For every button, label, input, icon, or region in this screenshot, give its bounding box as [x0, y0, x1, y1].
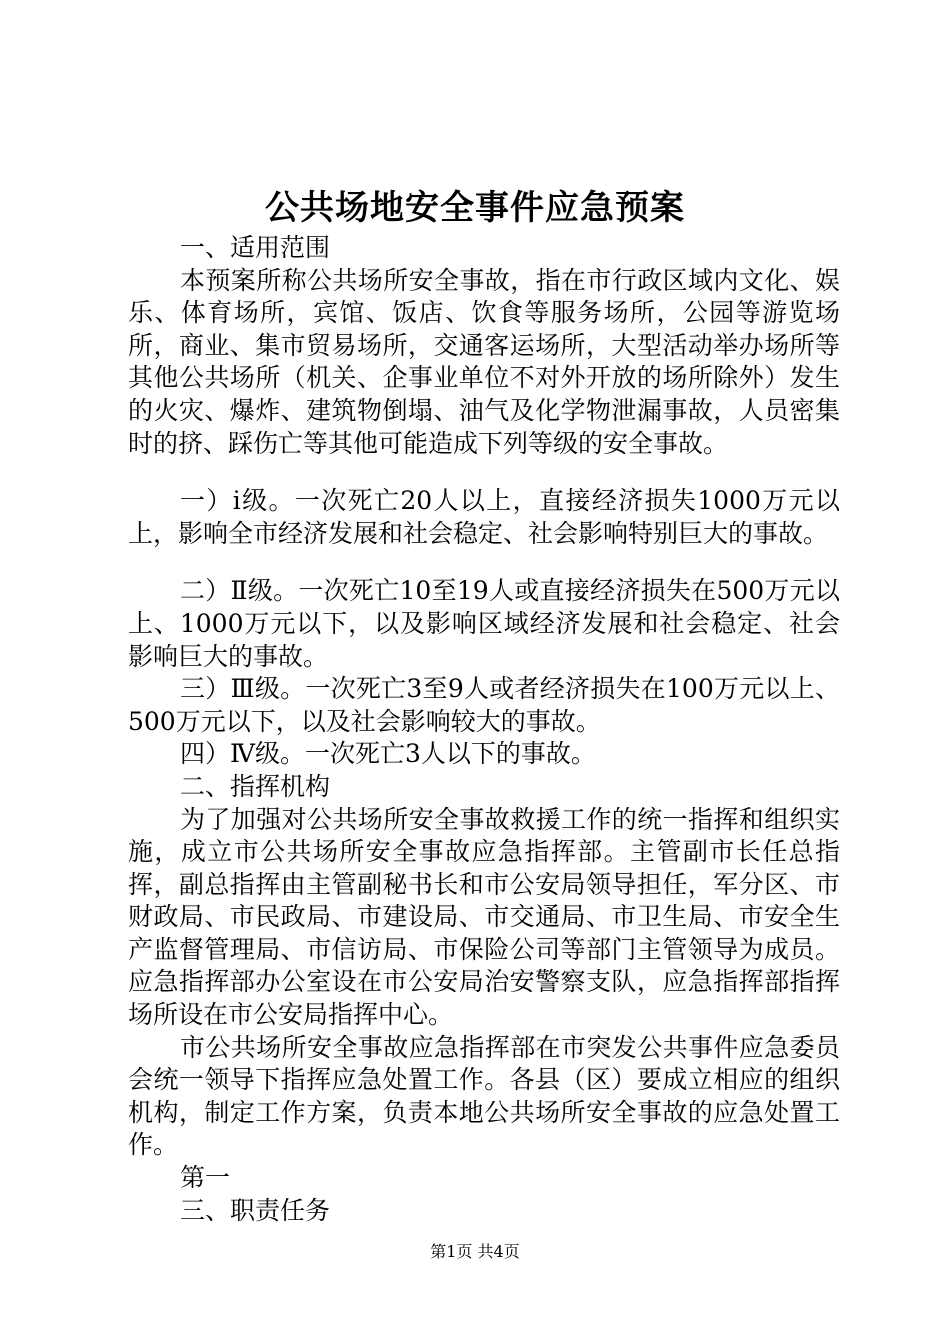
paragraph-first: 第一	[180, 1163, 231, 1193]
paragraph-level-3: 三）Ⅲ级。一次死亡3至9人或者经济损失在100万元以上、500万元以下，以及社会影响较大的事故。	[128, 674, 840, 736]
section-heading-duties: 三、职责任务	[180, 1195, 331, 1225]
page-number: 第1页 共4页	[430, 1242, 520, 1261]
document-title: 公共场地安全事件应急预案	[265, 188, 685, 228]
document-body	[128, 232, 840, 1227]
paragraph-level-2: 二）Ⅱ级。一次死亡10至19人或直接经济损失在500万元以上、1000万元以下，以及影响区域经济发展和社会稳定、社会影响巨大的事故。	[128, 576, 840, 671]
paragraph-level-4: 四）Ⅳ级。一次死亡3人以下的事故。	[180, 739, 596, 769]
paragraph-scope-definition: 本预案所称公共场所安全事故，指在市行政区域内文化、娱乐、体育场所，宾馆、饭店、饮食等服务场所，公园等游览场所，商业、集市贸易场所，交通客运场所，大型活动举办场所等其他公共场所（机关、企事业单位不对外开放的场所除外）发生的火灾、爆炸、建筑物倒塌、油气及化学物泄漏事故，人员密集时的挤、踩伤亡等其他可能造成下列等级的安全事故。	[128, 265, 840, 458]
paragraph-level-1: 一）ⅰ级。一次死亡20人以上，直接经济损失1000万元以上，影响全市经济发展和社会稳定、社会影响特别巨大的事故。	[128, 486, 840, 548]
paragraph-command-structure: 为了加强对公共场所安全事故救援工作的统一指挥和组织实施，成立市公共场所安全事故应急指挥部。主管副市长任总指挥，副总指挥由主管副秘书长和市公安局领导担任，军分区、市财政局、市民政局、市建设局、市交通局、市卫生局、市安全生产监督管理局、市信访局、市保险公司等部门主管领导为成员。应急指挥部办公室设在市公安局治安警察支队，应急指挥部指挥场所设在市公安局指挥中心。	[128, 804, 840, 1030]
paragraph-command-leadership: 市公共场所安全事故应急指挥部在市突发公共事件应急委员会统一领导下指挥应急处置工作。各县（区）要成立相应的组织机构，制定工作方案，负责本地公共场所安全事故的应急处置工作。	[128, 1032, 840, 1160]
section-heading-scope: 一、适用范围	[180, 233, 331, 262]
section-heading-command: 二、指挥机构	[180, 771, 331, 801]
